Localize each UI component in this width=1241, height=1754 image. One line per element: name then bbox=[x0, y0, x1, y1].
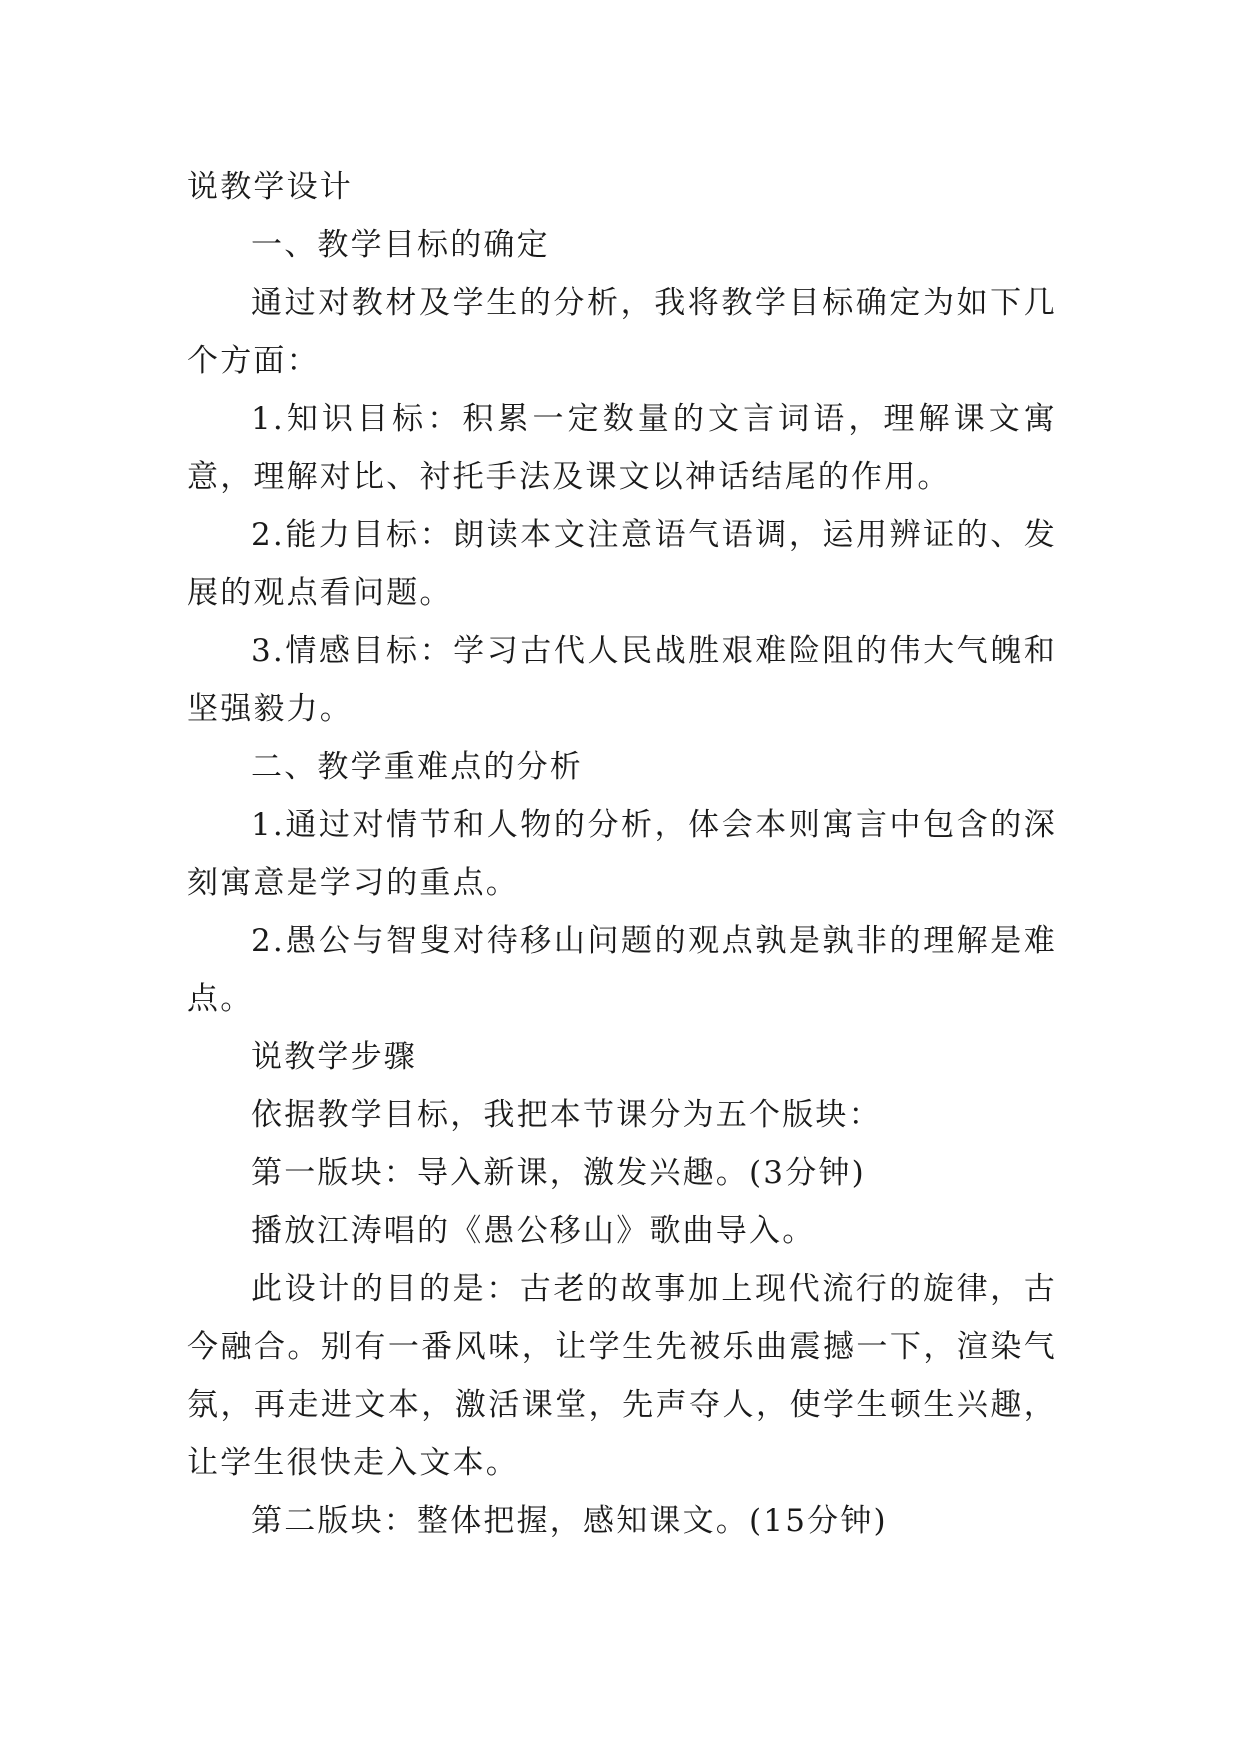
paragraph-emotion-objective: 3.情感目标：学习古代人民战胜艰难险阻的伟大气魄和坚强毅力。 bbox=[187, 633, 1057, 727]
section-heading-teaching-design: 说教学设计 bbox=[187, 169, 353, 205]
document-body bbox=[187, 158, 1057, 1550]
paragraph-key-point: 1.通过对情节和人物的分析，体会本则寓言中包含的深刻寓意是学习的重点。 bbox=[187, 807, 1057, 901]
paragraph-objectives-intro: 通过对教材及学生的分析，我将教学目标确定为如下几个方面： bbox=[187, 285, 1057, 379]
paragraph-steps-intro: 依据教学目标，我把本节课分为五个版块： bbox=[251, 1097, 882, 1133]
subheading-key-difficult-points: 二、教学重难点的分析 bbox=[251, 749, 583, 785]
paragraph-ability-objective: 2.能力目标：朗读本文注意语气语调，运用辨证的、发展的观点看问题。 bbox=[187, 517, 1057, 611]
paragraph-difficult-point: 2.愚公与智叟对待移山问题的观点孰是孰非的理解是难点。 bbox=[187, 923, 1057, 1017]
paragraph-design-purpose: 此设计的目的是：古老的故事加上现代流行的旋律，古今融合。别有一番风味，让学生先被乐曲震撼一下，渲染气氛，再走进文本，激活课堂，先声夺人，使学生顿生兴趣，让学生很快走入文本。 bbox=[187, 1271, 1057, 1481]
paragraph-song-intro: 播放江涛唱的《愚公移山》歌曲导入。 bbox=[251, 1213, 816, 1249]
paragraph-knowledge-objective: 1.知识目标：积累一定数量的文言词语，理解课文寓意，理解对比、衬托手法及课文以神话结尾的作用。 bbox=[187, 401, 1057, 495]
subheading-teaching-objectives: 一、教学目标的确定 bbox=[251, 227, 550, 263]
paragraph-block-one: 第一版块：导入新课，激发兴趣。(3分钟) bbox=[251, 1155, 866, 1191]
section-heading-teaching-steps: 说教学步骤 bbox=[251, 1039, 417, 1075]
paragraph-block-two: 第二版块：整体把握，感知课文。(15分钟) bbox=[251, 1503, 888, 1539]
